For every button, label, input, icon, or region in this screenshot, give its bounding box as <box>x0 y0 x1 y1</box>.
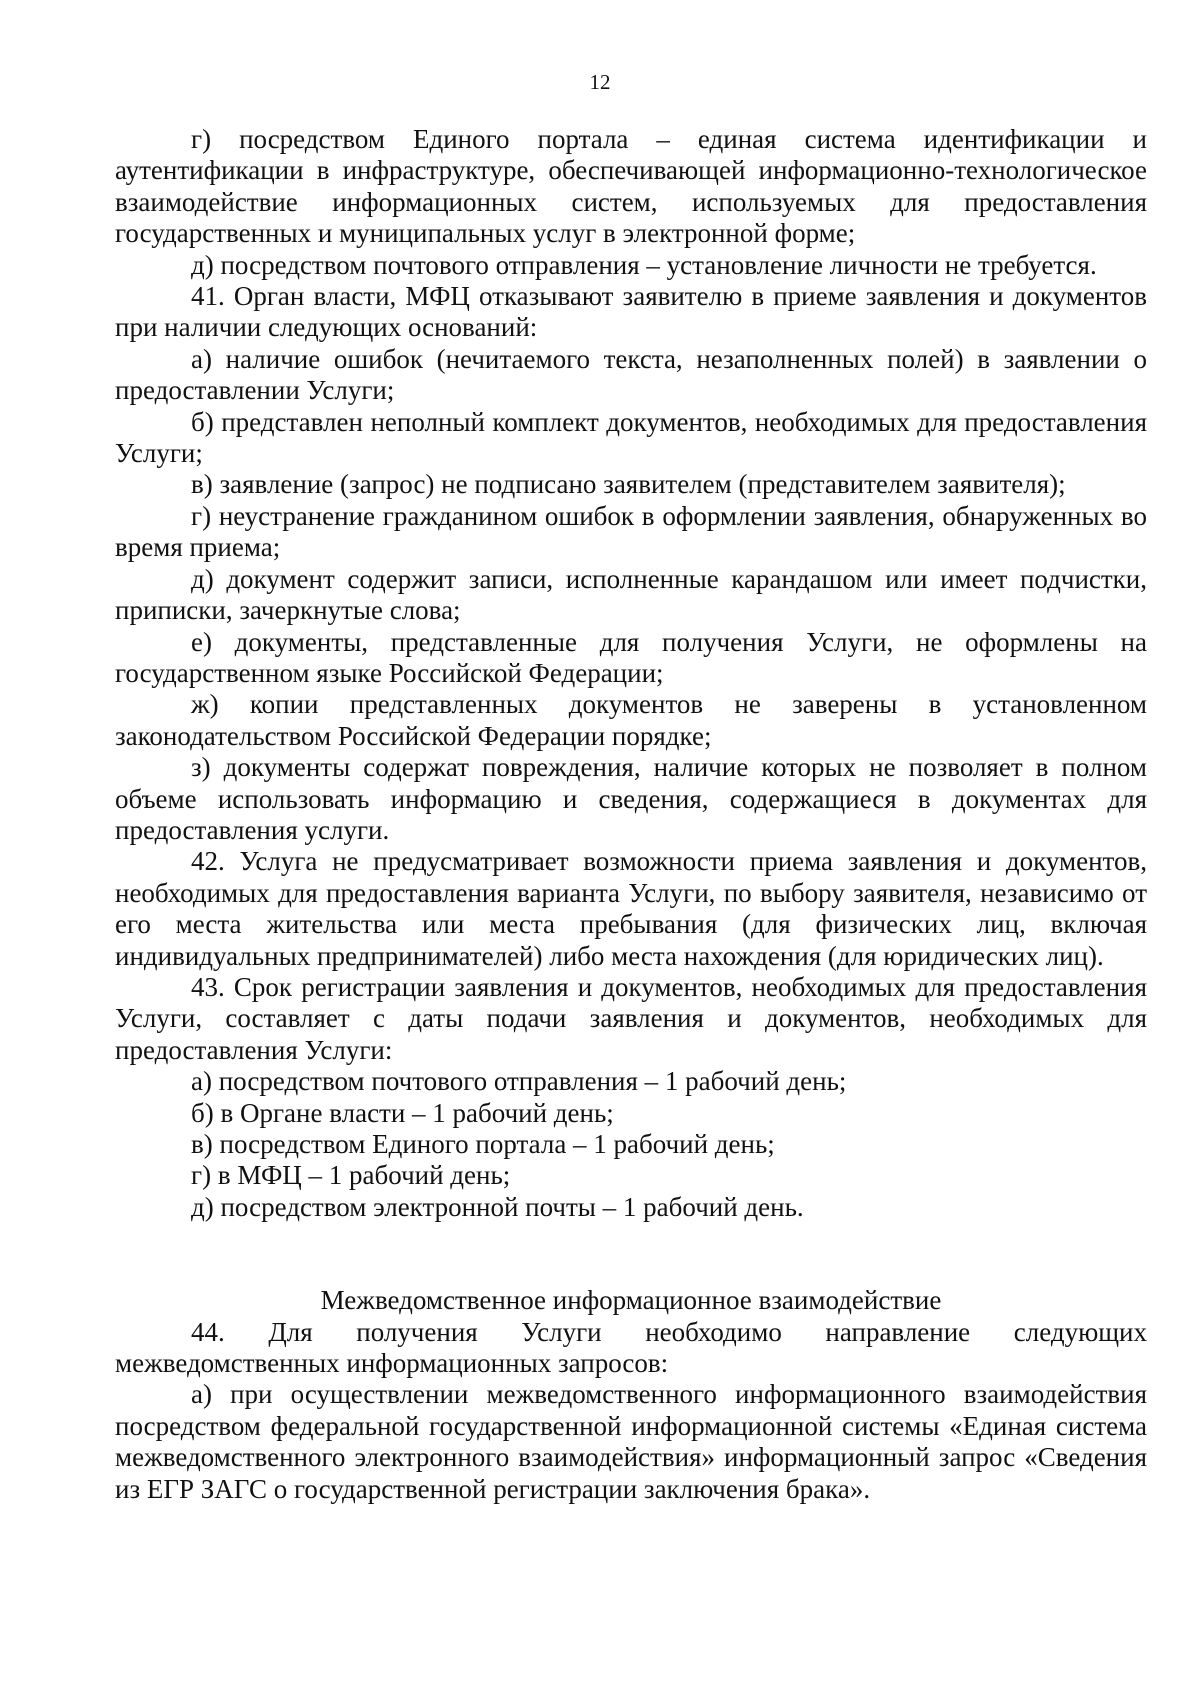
paragraph-41: 41. Орган власти, МФЦ отказывают заявителю в приеме заявления и документов при наличии следующих оснований: <box>115 281 1147 343</box>
paragraph-41-a: а) наличие ошибок (нечитаемого текста, незаполненных полей) в заявлении о предоставлении Услуги; <box>115 343 1147 406</box>
paragraph-42: 42. Услуга не предусматривает возможности приема заявления и документов, необходимых для предоставления варианта Услуги, по выбору заявителя, независимо от его места жительства или места пребывания (для физических лиц, включая индивидуальных предпринимателей) либо места нахождения (для юридических лиц). <box>115 846 1147 971</box>
paragraph-41-d: д) документ содержит записи, исполненные карандашом или имеет подчистки, приписки, зачеркнутые слова; <box>115 563 1147 626</box>
paragraph-41-zh: ж) копии представленных документов не заверены в установленном законодательством Российской Федерации порядке; <box>115 689 1147 751</box>
paragraph-43-b: б) в Органе власти – 1 рабочий день; <box>191 1097 614 1128</box>
paragraph-43-g: г) в МФЦ – 1 рабочий день; <box>191 1160 511 1191</box>
paragraph-44-a: а) при осуществлении межведомственного информационного взаимодействия посредством федеральной государственной информационной системы «Единая система межведомственного электронного взаимодействия» информационный запрос «Сведения из ЕГР ЗАГС о государственной регистрации заключения брака». <box>115 1379 1147 1504</box>
section-heading: Межведомственное информационное взаимодействие <box>320 1285 942 1316</box>
paragraph-41-v: в) заявление (запрос) не подписано заявителем (представителем заявителя); <box>191 469 1066 500</box>
paragraph-41-e: е) документы, представленные для получения Услуги, не оформлены на государственном языке Российской Федерации; <box>115 626 1147 688</box>
paragraph-44: 44. Для получения Услуги необходимо направление следующих межведомственных информационных запросов: <box>115 1316 1147 1379</box>
paragraph-41-z: з) документы содержат повреждения, наличие которых не позволяет в полном объеме использовать информацию и сведения, содержащиеся в документах для предоставления услуги. <box>115 752 1147 845</box>
paragraph-43-a: а) посредством почтового отправления – 1 рабочий день; <box>191 1066 847 1097</box>
paragraph-g-portal: г) посредством Единого портала – единая система идентификации и аутентификации в инфраструктуре, обеспечивающей информационно-технологическое взаимодействие информационных систем, используемых для предоставления государственных и муниципальных услуг в электронной форме; <box>115 124 1147 249</box>
paragraph-43: 43. Срок регистрации заявления и документов, необходимых для предоставления Услуги, составляет с даты подачи заявления и документов, необходимых для предоставления Услуги: <box>115 971 1147 1065</box>
document-body <box>115 124 1147 1505</box>
paragraph-d-post: д) посредством почтового отправления – установление личности не требуется. <box>191 249 1097 280</box>
page-number: 12 <box>589 70 611 94</box>
paragraph-41-b: б) представлен неполный комплект документов, необходимых для предоставления Услуги; <box>115 406 1147 469</box>
paragraph-41-g: г) неустранение гражданином ошибок в оформлении заявления, обнаруженных во время приема; <box>115 500 1147 563</box>
paragraph-43-d: д) посредством электронной почты – 1 рабочий день. <box>191 1191 804 1222</box>
paragraph-43-v: в) посредством Единого портала – 1 рабочий день; <box>191 1129 775 1159</box>
